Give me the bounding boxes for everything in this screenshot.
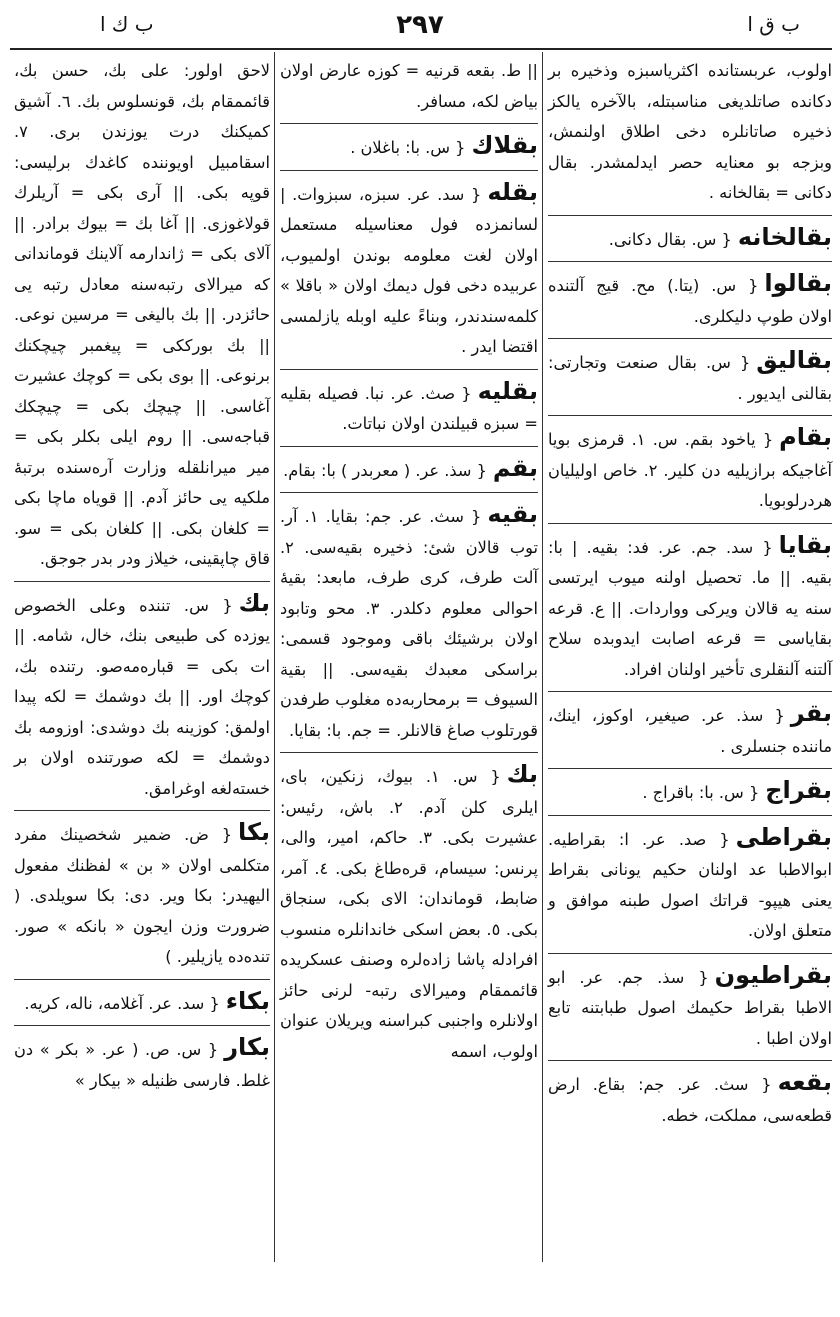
entry-definition: { س. ١. بیوك، زنكین، بای، ایلری كلن آدم. ٢. باش، رئیس: عشیرت بكی. ٣. حاكم، امیر، والی، پرنس: سیسام، قره‌طاغ بكی. ٤. آمر، ضابط، قوماندان: الای بكی، سنجاق بكی. ٥. بعض اسكی خاندانلره منسوب افرادله پاشا زاده‌لره وصنف عسكریده قائممقام ومیرالای رتبه- لرنی حائز اولانلره واجنبی كبراسنه ویریلان عنوان اولوب، اسمه bbox=[280, 767, 538, 1061]
dictionary-entry bbox=[280, 130, 538, 171]
entry-definition: { س. بقال دكانی. bbox=[608, 229, 732, 249]
entry-headword: بقالیق bbox=[756, 346, 832, 374]
dictionary-entry bbox=[548, 698, 832, 769]
entry-definition: || ط. بقعه قرنیه = كوزه عارض اولان بیاض لكه، مسافر. bbox=[280, 61, 538, 111]
entry-headword: بقلیه bbox=[477, 376, 538, 405]
entry-definition: { س. تننده وعلی الخصوص یوزده كی طبیعی بنك، خال، شامه. || ات بكی = قباره‌مه‌صو. رتنده بك، كوچك اور. || بك دوشمك = لكه پیدا اولمق: كوزینه بك دوشدی: اوزومه بك دوشمك = لكه صورتنده اولان بر خسته‌لغه اوغرامق. bbox=[14, 595, 270, 798]
dictionary-entry bbox=[548, 960, 832, 1062]
left-running-head: ب ك ا bbox=[100, 12, 154, 36]
dictionary-entry bbox=[548, 268, 832, 339]
dictionary-entry bbox=[14, 56, 270, 582]
column-divider bbox=[542, 52, 543, 1262]
dictionary-entry bbox=[14, 986, 270, 1027]
dictionary-entry bbox=[548, 530, 832, 693]
entry-definition: { سذ. عر. ( معربدر ) با: بقام. bbox=[283, 460, 487, 480]
entry-headword: بك bbox=[238, 588, 270, 617]
dictionary-entry bbox=[14, 588, 270, 812]
dictionary-entry bbox=[548, 822, 832, 954]
dictionary-entry bbox=[280, 453, 538, 494]
dictionary-entry bbox=[280, 499, 538, 753]
page-number: ٢٩٧ bbox=[396, 10, 444, 40]
right-running-head: ب ق ا bbox=[747, 12, 800, 36]
dictionary-entry bbox=[14, 1032, 270, 1102]
header-rule bbox=[10, 48, 832, 50]
entry-definition: { س. (یتا.) مح. قیج آلتنده اولان طوپ دلیكلری. bbox=[548, 276, 832, 326]
entry-headword: بقالوا bbox=[764, 269, 832, 297]
dictionary-entry bbox=[548, 345, 832, 416]
entry-definition: { سد. عر. سبزه، سبزوات. | لسانمزده فول معناسیله مستعمل اولان لغت معلومه بوندن اولمیوب، عربیده دخی فول دیمك اولان « باقلا » كلمه‌سندندر، وبناءً علیه اوبله یازلمسی اقتضا ایدر . bbox=[280, 184, 538, 356]
entry-definition: { س. با: باغلان . bbox=[350, 138, 466, 157]
entry-definition: { سث. عر. جم: بقاع. ارض قطعه‌سی، مملكت، خطه. bbox=[548, 1075, 832, 1125]
entry-headword: بقر bbox=[790, 699, 832, 727]
dictionary-entry bbox=[280, 177, 538, 370]
entry-headword: بكار bbox=[224, 1033, 270, 1061]
entry-definition: { سث. عر. جم: بقایا. ١. آر. توب قالان شیٔ: ذخیره بقیه‌سی. ٢. آلت طرف، كری طرف، مابعد: بقیهٔ احوالی معلوم دكلدر. ٣. محو وتابود اولان برشیئك باقی وموجود قسمی: براسكی معبدك بقیه‌سی. || بقیة السیوف = برمحاربه‌ده مغلوب طرفدن قورتلوب صاغ قالانلر. = جم. با: بقایا. bbox=[280, 507, 538, 740]
entry-definition: { سذ. عر. صیغیر، اوكوز، اینك، ماننده جنسلری . bbox=[548, 706, 832, 756]
entry-headword: بقله bbox=[487, 177, 538, 206]
entry-definition: { صث. عر. نبا. فصیله بقلیه = سبزه قبیلندن اولان نباتات. bbox=[280, 383, 538, 433]
entry-headword: بقایا bbox=[778, 530, 832, 559]
entry-headword: بقراج bbox=[765, 776, 832, 804]
dictionary-entry bbox=[548, 56, 832, 216]
dictionary-entry bbox=[548, 422, 832, 524]
entry-definition: { ض. ضمیر شخصینك مفرد متكلمی اولان « بن » لفظنك مفعول الیهیدر: بكا ویر. دی: بكا سویلدی. ( ضرورت وزن ایجون « بانكه » صور. تنده‌ده یازیلیر. ) bbox=[14, 825, 270, 966]
entry-definition: { س. ص. ( عر. « بكر » دن غلط. فارسی ظنیله « بیكار » bbox=[14, 1040, 270, 1090]
dictionary-entry bbox=[280, 376, 538, 447]
column-divider bbox=[274, 52, 275, 1262]
entry-definition: اولوب، عربستانده اكثریاسبزه وذخیره بر دكانده صاتلدیغی مناسبتله، بالآخره یالكز ذخیره صاتانلره دخی اطلاق اولنمش، وبزجه بو معنایه حصر ایدلمشدر. بقال دكانی = بقالخانه . bbox=[548, 61, 832, 202]
entry-definition: { س. بقال صنعت وتجارتی: بقالنی ایدیور . bbox=[548, 353, 832, 403]
entry-headword: بكا bbox=[238, 818, 270, 846]
entry-headword: بقم bbox=[492, 453, 538, 482]
entry-headword: بكاء bbox=[225, 986, 270, 1015]
dictionary-entry bbox=[280, 56, 538, 124]
dictionary-entry bbox=[14, 817, 270, 980]
entry-headword: بقراطیون bbox=[714, 960, 832, 989]
right-column bbox=[548, 56, 832, 1143]
left-column bbox=[14, 56, 270, 1108]
dictionary-entry bbox=[280, 759, 538, 1073]
entry-headword: بقیه bbox=[487, 500, 538, 528]
entry-headword: بقعه bbox=[777, 1068, 832, 1096]
dictionary-entry bbox=[548, 775, 832, 816]
entry-definition: { سد. جم. عر. فد: بقیه. | با: بقیه. || ما. تحصیل اولنه میوب ایرتسی سنه یه قالان ویركی وواردات. || ع. قرعه بقایاسی = قرعه اصابت ایدوبده سلاح آلتنه آلنقلری تأخیر اولنان افراد. bbox=[548, 537, 832, 679]
dictionary-entry bbox=[548, 1067, 832, 1137]
entry-definition: { صد. عر. ا: بقراطیه. ابوالاطبا عد اولنان حكیم یونانی بقراط یعنی هیپو- قراتك اصول طبنه موافق و متعلق اولان. bbox=[548, 829, 832, 940]
entry-headword: بك bbox=[506, 760, 538, 788]
middle-column bbox=[280, 56, 538, 1079]
entry-definition: لاحق اولور: علی بك، حسن بك، قائممقام بك، قونسلوس بك. ٦. آشیق كمیكنك درت یوزندن بری. ٧. اسقامبیل اویوننده كاغدك برلیسی: قوپه بكی. || آری بكی = آریلرك قولاغوزی. || آغا بك = بیوك برادر. || آلای بكی = ژاندارمه آلاینك قوماندانی كه میرالای رتبه‌سنه معادل رتبه یی حائزدر. || بك بالیغی = مرسین نوعی. || بك بورككی = پیغمبر چیچكنك برنوعی. || بوی بكی = كوچك عشیرت آغاسی. || چیچك بكی = چیچكك قباجه‌سی. || روم ایلی بكلر بكی = میر میرانلقله وزارت آره‌سنده برتبهٔ ملكیه یی حائز آدم. || قویاه ماچا بكی = كلغان بكی. || كلغان بكی = سو. قاق چاپقینی، خیلاز ودر بدر جوجق. bbox=[14, 61, 270, 568]
entry-definition: { یاخود بقم. س. ١. قرمزی بویا آغاجیكه برازیلیه دن كلیر. ٢. خاص اولیلیان هردرلوبویا. bbox=[548, 430, 832, 510]
entry-definition: { سذ. جم. عر. ابو الاطبا بقراط حكیمك اصول طبابتنه تابع اولان اطبا . bbox=[548, 967, 832, 1048]
entry-definition: { س. با: باقراج . bbox=[642, 783, 760, 802]
entry-headword: بقلاك bbox=[471, 131, 538, 159]
entry-headword: بقام bbox=[779, 423, 833, 451]
dictionary-entry bbox=[548, 222, 832, 263]
page-header bbox=[10, 8, 830, 48]
entry-definition: { سد. عر. آغلامه، ناله، كریه. bbox=[24, 993, 220, 1013]
entry-headword: بقالخانه bbox=[737, 222, 832, 251]
entry-headword: بقراطی bbox=[735, 822, 832, 851]
